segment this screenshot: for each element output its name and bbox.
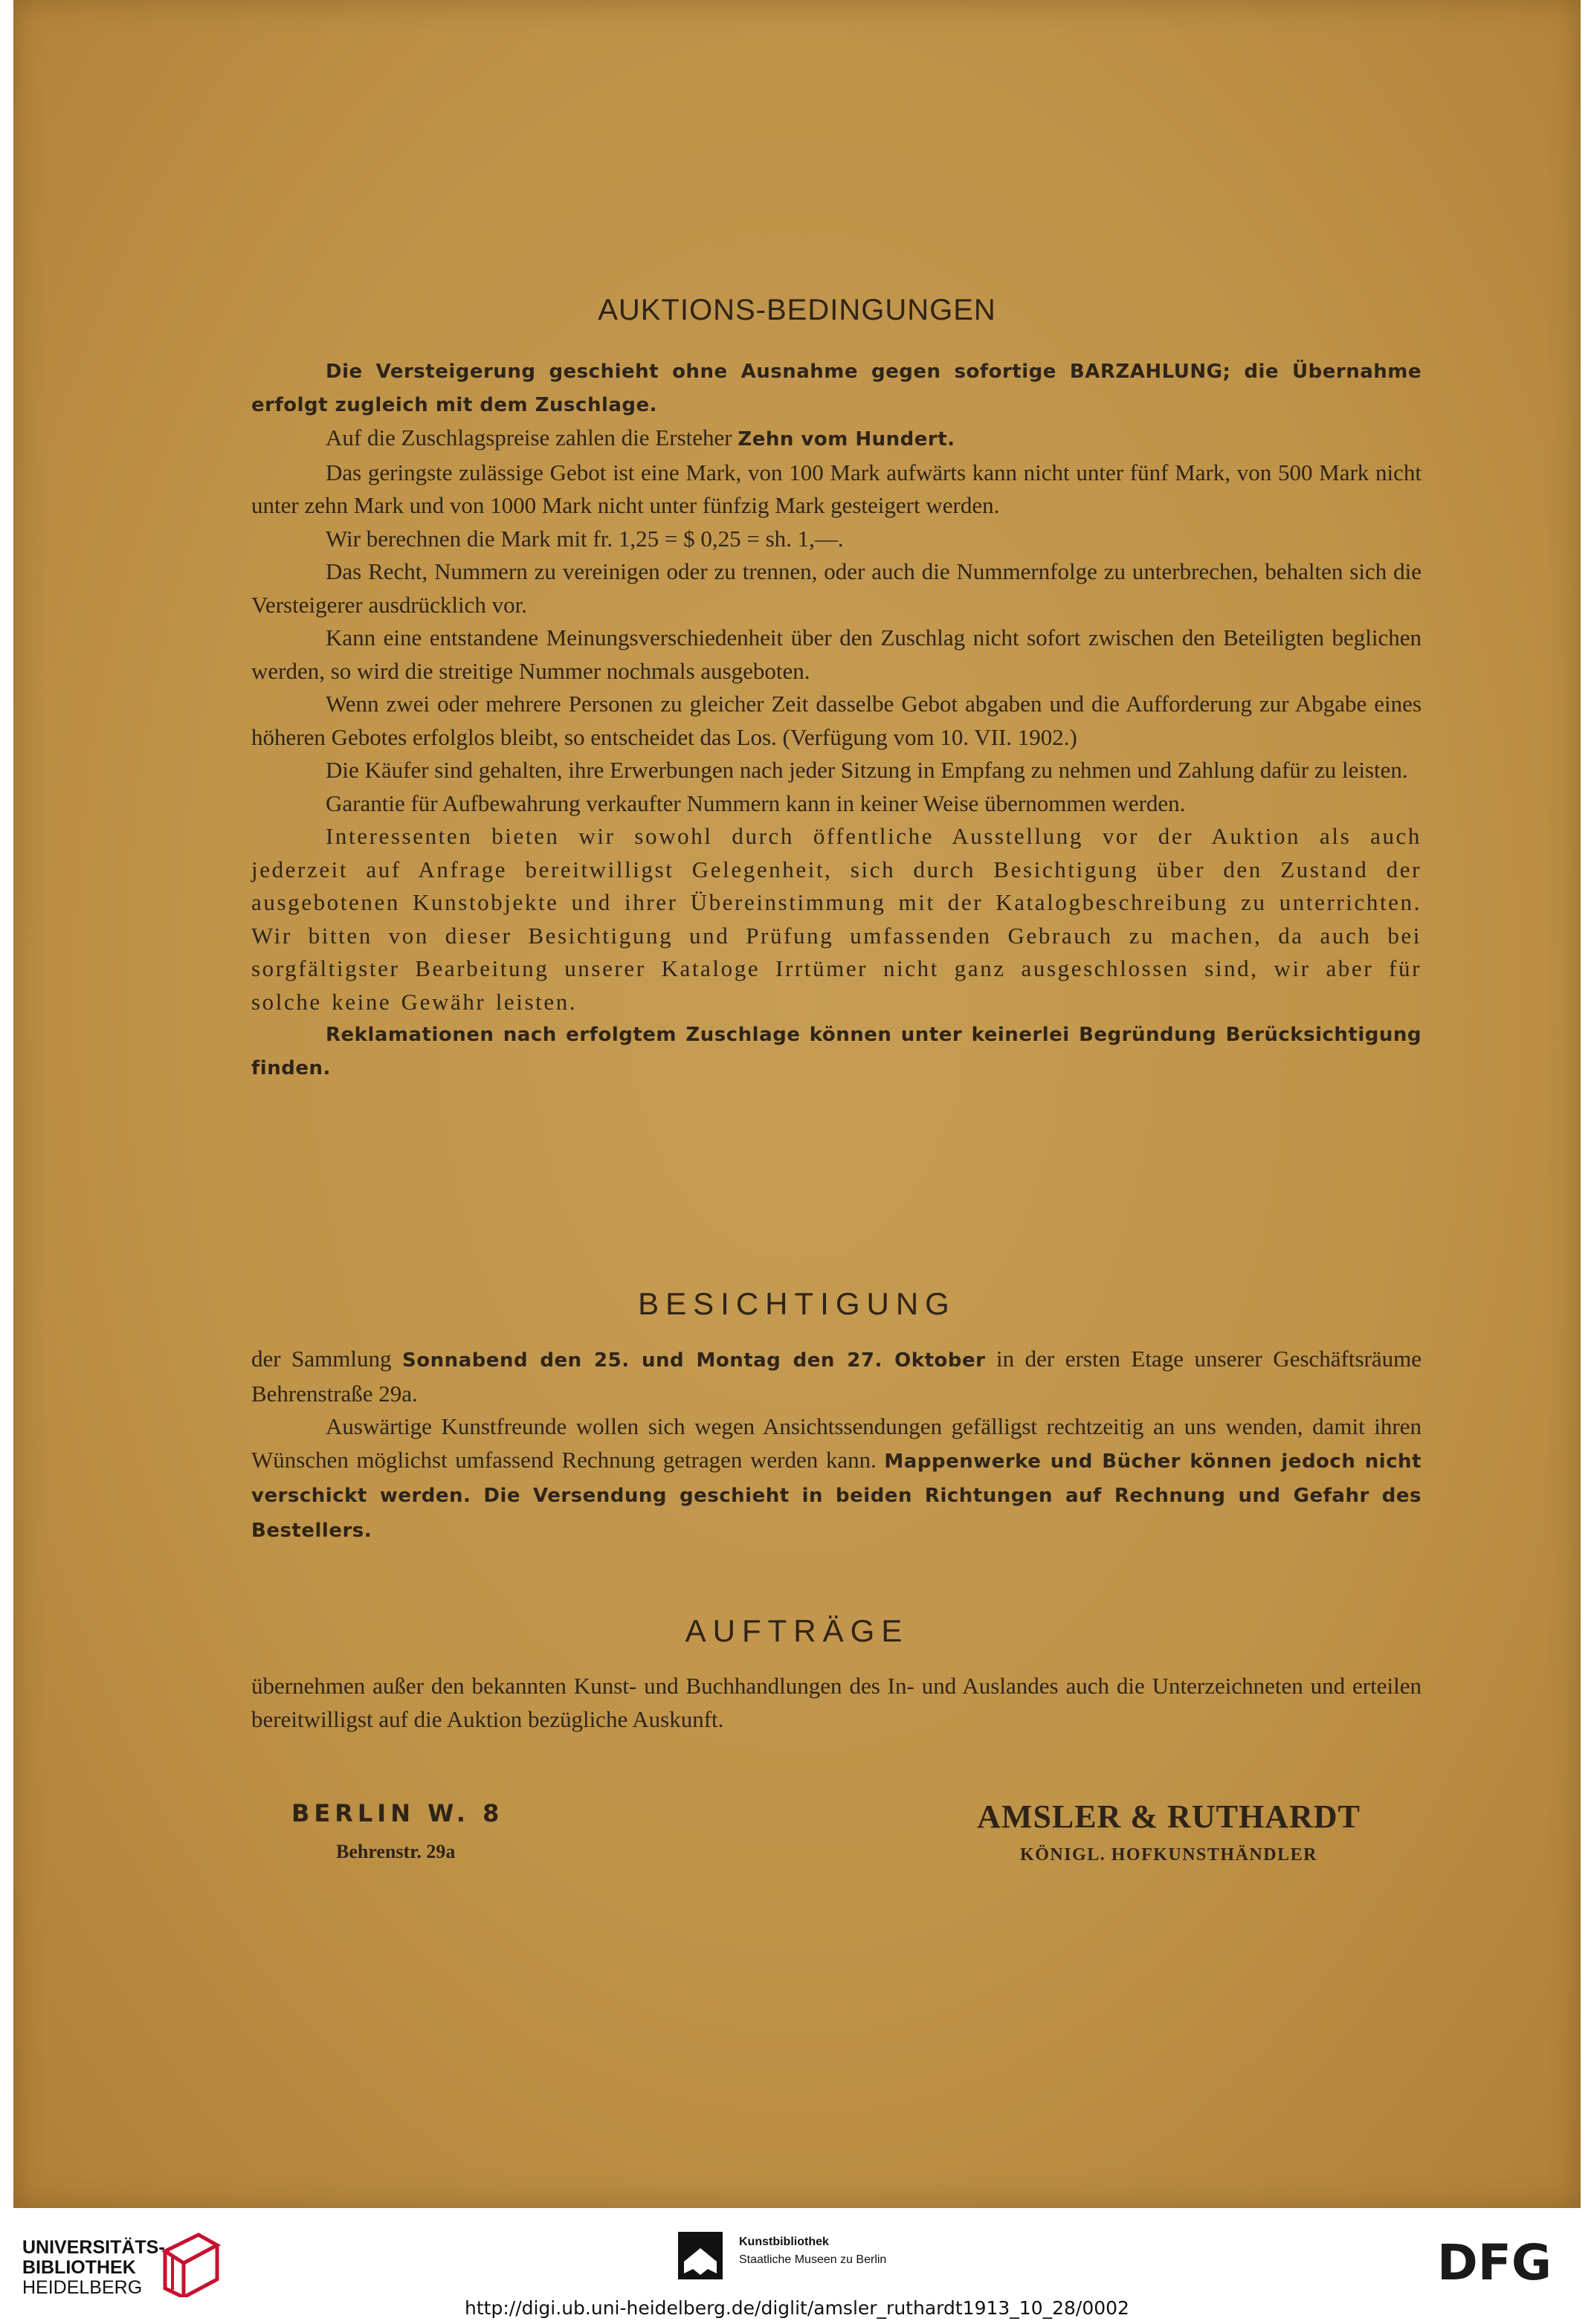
viewing-body bbox=[251, 1343, 1422, 1547]
signature-city: BERLIN W. 8 bbox=[291, 1799, 504, 1827]
viewing-shipping-note: Mappenwerke und Bücher können jedoch nicht verschickt werden. Die Versendung geschieht in beiden Richtungen auf Rechnung und Gefahr des Bestellers. bbox=[251, 1450, 1422, 1542]
orders-text: übernehmen außer den bekannten Kunst- und Buchhandlungen des In- und Auslandes auch die Unterzeichneten und erteilen bereitwilligst auf die Auktion bezügliche Auskunft. bbox=[251, 1673, 1422, 1732]
ub-book-icon bbox=[158, 2229, 225, 2297]
viewing-dates-lead: der Sammlung bbox=[251, 1346, 403, 1372]
condition-collection: Die Käufer sind gehalten, ihre Erwerbungen nach jeder Sitzung in Empfang zu nehmen und Zahlung dafür zu leisten. bbox=[326, 757, 1408, 783]
dfg-logo-text: DFG bbox=[1436, 2239, 1552, 2284]
condition-premium-rate: Zehn vom Hundert. bbox=[738, 428, 955, 451]
signature-street: Behrenstr. 29a bbox=[336, 1841, 456, 1862]
kb-line1: Kunstbibliothek bbox=[739, 2236, 829, 2248]
condition-minimum-bid: Das geringste zulässige Gebot ist eine Mark, von 100 Mark aufwärts kann nicht unter fünf Mark, von 500 Mark nicht unter zehn Mark und von 1000 Mark nicht unter fünfzig Mark gesteigert werden. bbox=[251, 459, 1422, 518]
signature-firm-title: KÖNIGL. HOFKUNSTHÄNDLER bbox=[1020, 1845, 1317, 1865]
ub-logo-line1: UNIVERSITÄTS- bbox=[22, 2237, 165, 2258]
auction-conditions-body bbox=[251, 355, 1422, 1085]
viewing-shipping bbox=[251, 1410, 1422, 1547]
viewing-dates-days: Sonnabend den 25. und Montag den 27. Oktober bbox=[402, 1349, 986, 1372]
kb-line2: Staatliche Museen zu Berlin bbox=[739, 2253, 887, 2266]
auction-conditions-title: AUKTIONS-BEDINGUNGEN bbox=[598, 294, 996, 326]
orders-body bbox=[251, 1670, 1422, 1736]
condition-storage: Garantie für Aufbewahrung verkaufter Nummern kann in keiner Weise übernommen werden. bbox=[326, 790, 1186, 816]
ub-logo-line3: HEIDELBERG bbox=[22, 2277, 143, 2298]
dfg-logo[interactable] bbox=[1417, 2239, 1572, 2284]
viewing-dates-place: in der ersten Etage unserer Geschäftsräume Behrenstraße 29a. bbox=[251, 1346, 1422, 1407]
condition-dispute: Kann eine entstandene Meinungsverschiedenheit über den Zuschlag nicht sofort zwischen den Beteiligten beglichen werden, so wird die streitige Nummer nochmals ausgeboten. bbox=[251, 624, 1422, 684]
condition-lot-rights: Das Recht, Nummern zu vereinigen oder zu trennen, oder auch die Nummernfolge zu unterbrechen, behalten sich die Versteigerer ausdrücklich vor. bbox=[251, 558, 1422, 618]
permalink-url[interactable]: http://digi.ub.uni-heidelberg.de/diglit/amsler_ruthardt1913_10_28/0002 bbox=[465, 2297, 1129, 2319]
viewer-footer bbox=[0, 2208, 1594, 2324]
condition-claims: Reklamationen nach erfolgtem Zuschlage können unter keinerlei Begründung Berücksichtigung finden. bbox=[251, 1024, 1422, 1079]
condition-inspection: Interessenten bieten wir sowohl durch öffentliche Ausstellung vor der Auktion als auch jederzeit auf Anfrage bereitwilligst Gelegenheit, sich durch Besichtigung über den Zustand der ausgebotenen Kunstobjekte und ihrer Übereinstimmung mit der Katalogbeschreibung zu unterrichten. Wir bitten von dieser Besichtigung und Prüfung umfassenden Gebrauch zu machen, da auch bei sorgfältigster Bearbeitung unserer Kataloge Irrtümer nicht ganz ausgeschlossen sind, wir aber für solche keine Gewähr leisten. bbox=[251, 823, 1422, 1015]
ub-logo-line2: BIBLIOTHEK bbox=[22, 2257, 136, 2278]
condition-equal-bids: Wenn zwei oder mehrere Personen zu gleicher Zeit dasselbe Gebot abgaben und die Aufforderung zur Abgabe eines höheren Gebotes erfolglos bleibt, so entscheidet das Los. (Verfügung vom 10. VII. 1902.) bbox=[251, 691, 1422, 750]
condition-premium-text: Auf die Zuschlagspreise zahlen die Ersteher bbox=[326, 425, 738, 451]
scanned-page bbox=[13, 0, 1581, 2208]
condition-cash-payment: Die Versteigerung geschieht ohne Ausnahme gegen sofortige BARZAHLUNG; die Übernahme erfolgt zugleich mit dem Zuschlage. bbox=[251, 361, 1422, 416]
ub-heidelberg-logo[interactable] bbox=[22, 2238, 165, 2298]
condition-exchange-rate: Wir berechnen die Mark mit fr. 1,25 = $ 0,25 = sh. 1,—. bbox=[326, 525, 844, 552]
viewing-title: BESICHTIGUNG bbox=[638, 1286, 956, 1321]
viewing-shipping-text: Auswärtige Kunstfreunde wollen sich wegen Ansichtssendungen gefälligst rechtzeitig an uns wenden, damit ihren Wünschen möglichst umfassend Rechnung getragen werden kann. bbox=[251, 1413, 1422, 1473]
signature-firm: AMSLER & RUTHARDT bbox=[977, 1798, 1361, 1835]
viewing-dates bbox=[251, 1343, 1422, 1410]
orders-title: AUFTRÄGE bbox=[685, 1613, 909, 1648]
kunstbibliothek-logo-icon bbox=[678, 2232, 723, 2279]
condition-premium bbox=[251, 422, 1422, 456]
kunstbibliothek-text bbox=[739, 2233, 886, 2269]
